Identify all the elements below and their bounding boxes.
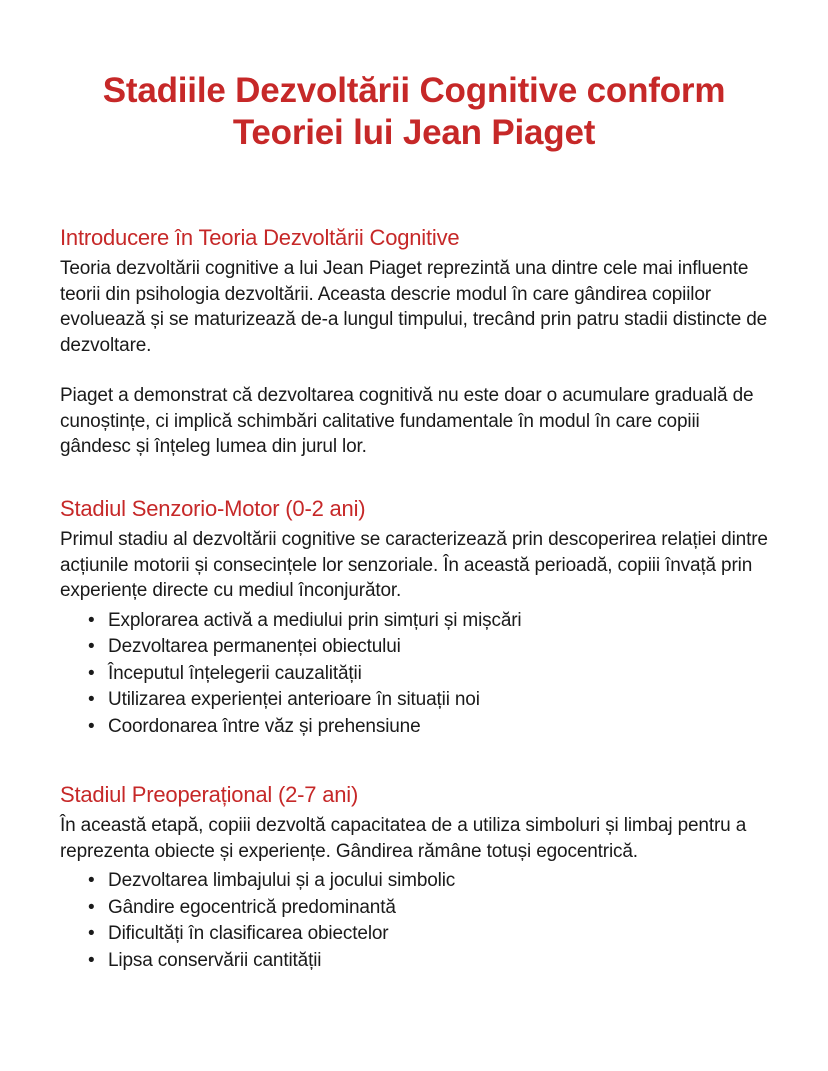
- paragraph: Teoria dezvoltării cognitive a lui Jean Piaget reprezintă una dintre cele mai influente teorii din psihologia dezvoltării. Aceasta descrie modul în care gândirea copiilor evoluează și se maturizează de-a lungul timpului, trecând prin patru stadii distincte de dezvoltare.: [60, 258, 768, 356]
- title-line-2: Teoriei lui Jean Piaget: [232, 113, 596, 152]
- list-item: [88, 634, 770, 661]
- list-item-text: Explorarea activă a mediului prin simțuri și mișcări: [108, 609, 522, 631]
- list-item: [88, 687, 770, 714]
- list-item: [88, 921, 770, 948]
- bullet-icon: •: [88, 609, 95, 631]
- bullet-icon: •: [88, 870, 95, 891]
- bullet-icon: •: [88, 923, 95, 944]
- list-item: [88, 714, 770, 741]
- bullet-icon: •: [88, 715, 95, 737]
- paragraph: În această etapă, copiii dezvoltă capacitatea de a utiliza simboluri și limbaj pentru a reprezenta obiecte și experiențe. Gândirea rămâne totuși egocentrică.: [60, 815, 747, 862]
- list-item: [88, 608, 770, 635]
- list-item: [88, 895, 770, 922]
- bullet-icon: •: [88, 662, 95, 684]
- bullet-list: [60, 608, 770, 741]
- paragraph: Piaget a demonstrat că dezvoltarea cognitivă nu este doar o acumulare graduală de cunoștințe, ci implică schimbări calitative fundamentale în modul în care copiii gândesc și înțeleg lumea din jurul lor.: [60, 385, 754, 457]
- section-heading: Introducere în Teoria Dezvoltării Cognitive: [60, 225, 460, 250]
- paragraph: Primul stadiu al dezvoltării cognitive se caracterizează prin descoperirea relației dintre acțiunile motorii și consecințele lor senzoriale. În această perioadă, copiii învață prin experiențe directe cu mediul înconjurător.: [60, 529, 768, 601]
- list-item-text: Începutul înțelegerii cauzalității: [108, 662, 362, 684]
- section-introduction: [60, 224, 770, 460]
- list-item-text: Dezvoltarea limbajului și a jocului simbolic: [108, 870, 456, 891]
- section-preoperational-stage: [60, 781, 770, 974]
- section-sensorimotor-stage: [60, 495, 770, 740]
- title-line-1: Stadiile Dezvoltării Cognitive conform: [102, 71, 726, 110]
- bullet-list: [60, 868, 770, 974]
- list-item: [88, 868, 770, 895]
- title-block: [0, 0, 828, 154]
- list-item-text: Dificultăți în clasificarea obiectelor: [108, 923, 389, 944]
- list-item-text: Utilizarea experienței anterioare în situații noi: [108, 689, 480, 710]
- list-item: [88, 661, 770, 688]
- bullet-icon: •: [88, 896, 95, 918]
- bullet-icon: •: [88, 949, 95, 971]
- section-heading: Stadiul Preoperațional (2-7 ani): [60, 782, 359, 807]
- list-item-text: Gândire egocentrică predominantă: [108, 896, 396, 918]
- bullet-icon: •: [88, 636, 95, 657]
- bullet-icon: •: [88, 689, 95, 710]
- document-title: [0, 0, 828, 154]
- section-heading: Stadiul Senzorio-Motor (0-2 ani): [60, 496, 366, 521]
- list-item-text: Lipsa conservării cantității: [108, 949, 322, 971]
- list-item-text: Dezvoltarea permanenței obiectului: [108, 636, 401, 657]
- list-item-text: Coordonarea între văz și prehensiune: [108, 715, 421, 737]
- list-item: [88, 948, 770, 975]
